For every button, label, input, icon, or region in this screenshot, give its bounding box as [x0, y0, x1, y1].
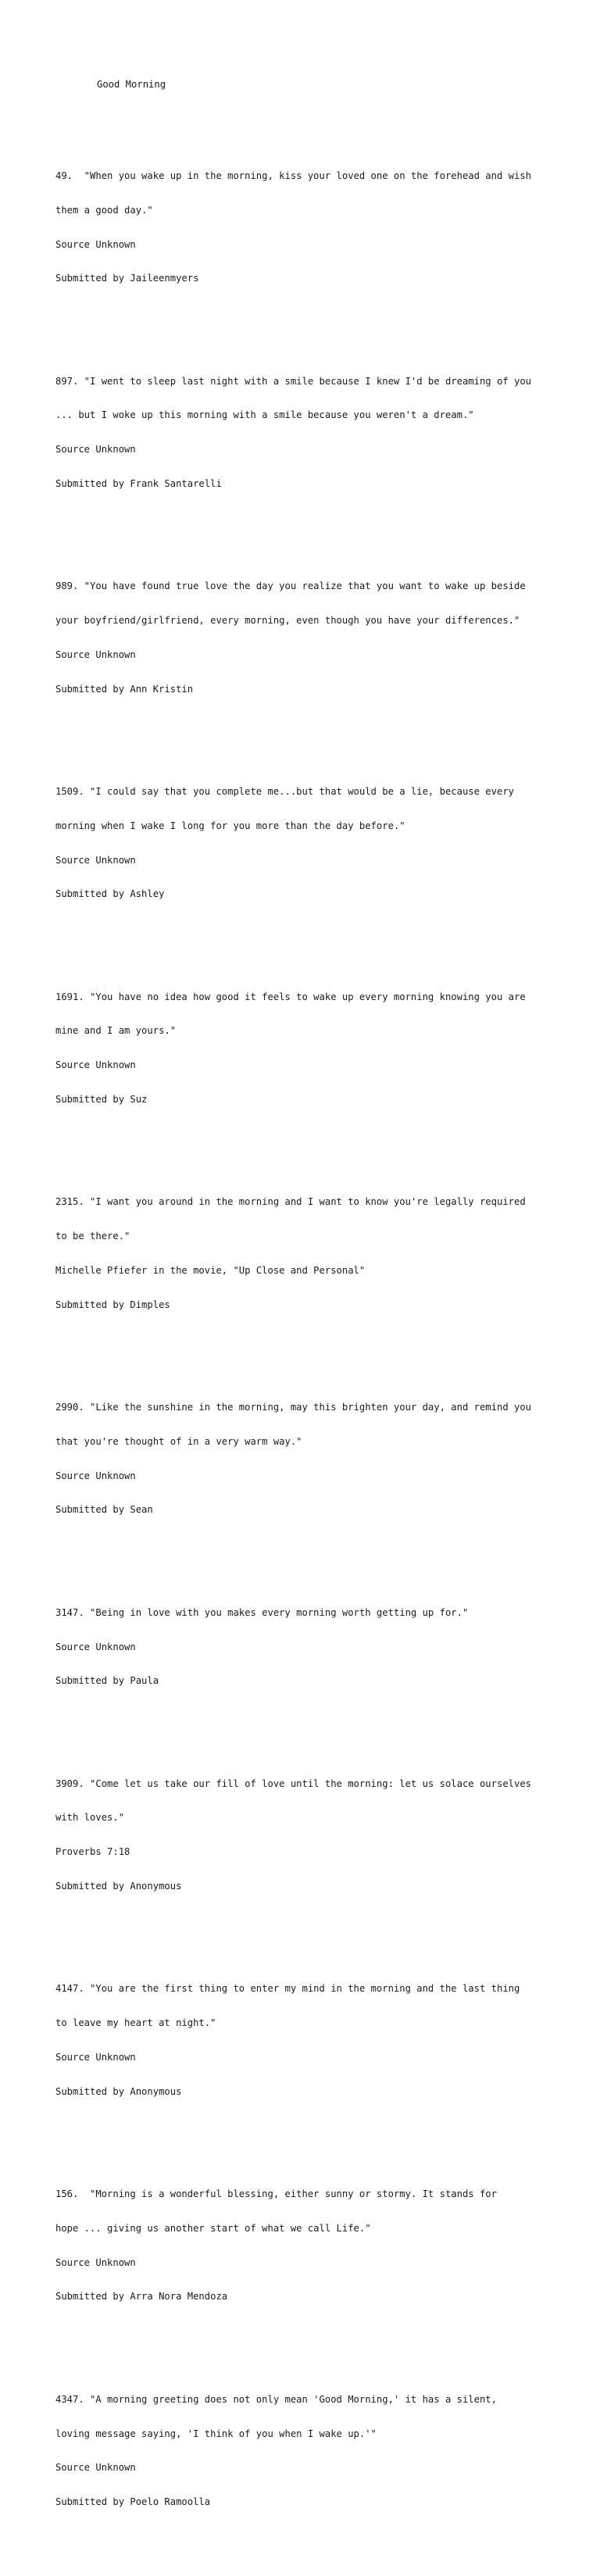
quote-source: Source Unknown: [55, 1059, 136, 1071]
quote-text-line: 989. "You have found true love the day you realize that you want to wake up beside: [55, 581, 526, 592]
quote-text-line: 3147. "Being in love with you makes every morning worth getting up for.": [55, 1606, 469, 1618]
quote-entry: [55, 1174, 571, 1333]
quote-source: Source Unknown: [55, 2256, 136, 2268]
quote-submitter: Submitted by Poelo Ramoolla: [55, 2496, 211, 2508]
quote-entry: [55, 558, 571, 717]
quote-entry: [55, 969, 571, 1128]
quote-text-line: to leave my heart at night.": [55, 2017, 216, 2029]
quote-submitter: Submitted by Ashley: [55, 888, 165, 900]
quote-entry: [55, 1755, 571, 1914]
quote-text-line: loving message saying, 'I think of you when I wake up.'": [55, 2428, 377, 2439]
quote-source: Source Unknown: [55, 238, 136, 250]
quote-submitter: Submitted by Dimples: [55, 1299, 170, 1310]
quote-text-line: 3909. "Come let us take our fill of love until the morning: let us solace ourselves: [55, 1777, 532, 1789]
quote-source: Source Unknown: [55, 648, 136, 660]
quote-source: Source Unknown: [55, 444, 136, 456]
quote-text-line: mine and I am yours.": [55, 1025, 177, 1037]
quote-text-line: hope ... giving us another start of what we call Life.": [55, 2222, 371, 2234]
quote-text-line: 1691. "You have no idea how good it feels to wake up every morning knowing you are: [55, 991, 526, 1002]
quote-list: [55, 113, 571, 2565]
quote-text-line: 1509. "I could say that you complete me...but that would be a lie, because every: [55, 786, 514, 797]
quote-submitter: Submitted by Jaileenmyers: [55, 273, 199, 284]
quote-entry: [55, 1585, 571, 1710]
quote-source: Source Unknown: [55, 1470, 136, 1481]
quote-entry: [55, 1960, 571, 2120]
quote-entry: [55, 148, 571, 307]
quote-source: Proverbs 7:18: [55, 1846, 130, 1858]
quote-submitter: Submitted by Sean: [55, 1504, 153, 1516]
quote-text-line: 2990. "Like the sunshine in the morning, may this brighten your day, and remind you: [55, 1402, 532, 1413]
quote-source: Michelle Pfiefer in the movie, "Up Close and Personal": [55, 1264, 366, 1276]
quote-text-line: that you're thought of in a very warm way.": [55, 1435, 302, 1447]
quote-submitter: Submitted by Anonymous: [55, 2085, 182, 2097]
quote-entry: [55, 2166, 571, 2325]
quote-text-line: 4147. "You are the first thing to enter my mind in the morning and the last thing: [55, 1983, 520, 1995]
quote-source: Source Unknown: [55, 2462, 136, 2474]
document-title: Good Morning: [97, 79, 166, 91]
quote-text-line: your boyfriend/girlfriend, every morning, even though you have your differences.": [55, 615, 520, 627]
quote-text-line: 2315. "I want you around in the morning and I want to know you're legally required: [55, 1196, 526, 1208]
quote-text-line: morning when I wake I long for you more than the day before.": [55, 820, 405, 831]
quote-text-line: ... but I woke up this morning with a smile because you weren't a dream.": [55, 409, 474, 421]
quote-source: Source Unknown: [55, 1641, 136, 1652]
quote-text-line: 156. "Morning is a wonderful blessing, either sunny or stormy. It stands for: [55, 2188, 497, 2200]
quote-entry: [55, 1379, 571, 1538]
quote-submitter: Submitted by Arra Nora Mendoza: [55, 2291, 228, 2303]
quote-submitter: Submitted by Frank Santarelli: [55, 477, 222, 489]
quote-text-line: with loves.": [55, 1812, 125, 1824]
document-body: [55, 56, 571, 2576]
quote-source: Source Unknown: [55, 2051, 136, 2063]
quote-text-line: 49. "When you wake up in the morning, kiss your loved one on the forehead and wish: [55, 170, 532, 181]
quote-text-line: them a good day.": [55, 204, 153, 216]
quote-submitter: Submitted by Suz: [55, 1094, 148, 1106]
quote-submitter: Submitted by Paula: [55, 1675, 159, 1687]
quote-submitter: Submitted by Anonymous: [55, 1881, 182, 1892]
quote-text-line: 897. "I went to sleep last night with a smile because I knew I'd be dreaming of you: [55, 375, 532, 387]
quote-submitter: Submitted by Ann Kristin: [55, 683, 194, 695]
quote-source: Source Unknown: [55, 854, 136, 866]
quote-entry: [55, 2371, 571, 2531]
quote-entry: [55, 763, 571, 923]
quote-entry: [55, 352, 571, 512]
quote-text-line: 4347. "A morning greeting does not only mean 'Good Morning,' it has a silent,: [55, 2393, 497, 2405]
quote-text-line: to be there.": [55, 1231, 130, 1242]
